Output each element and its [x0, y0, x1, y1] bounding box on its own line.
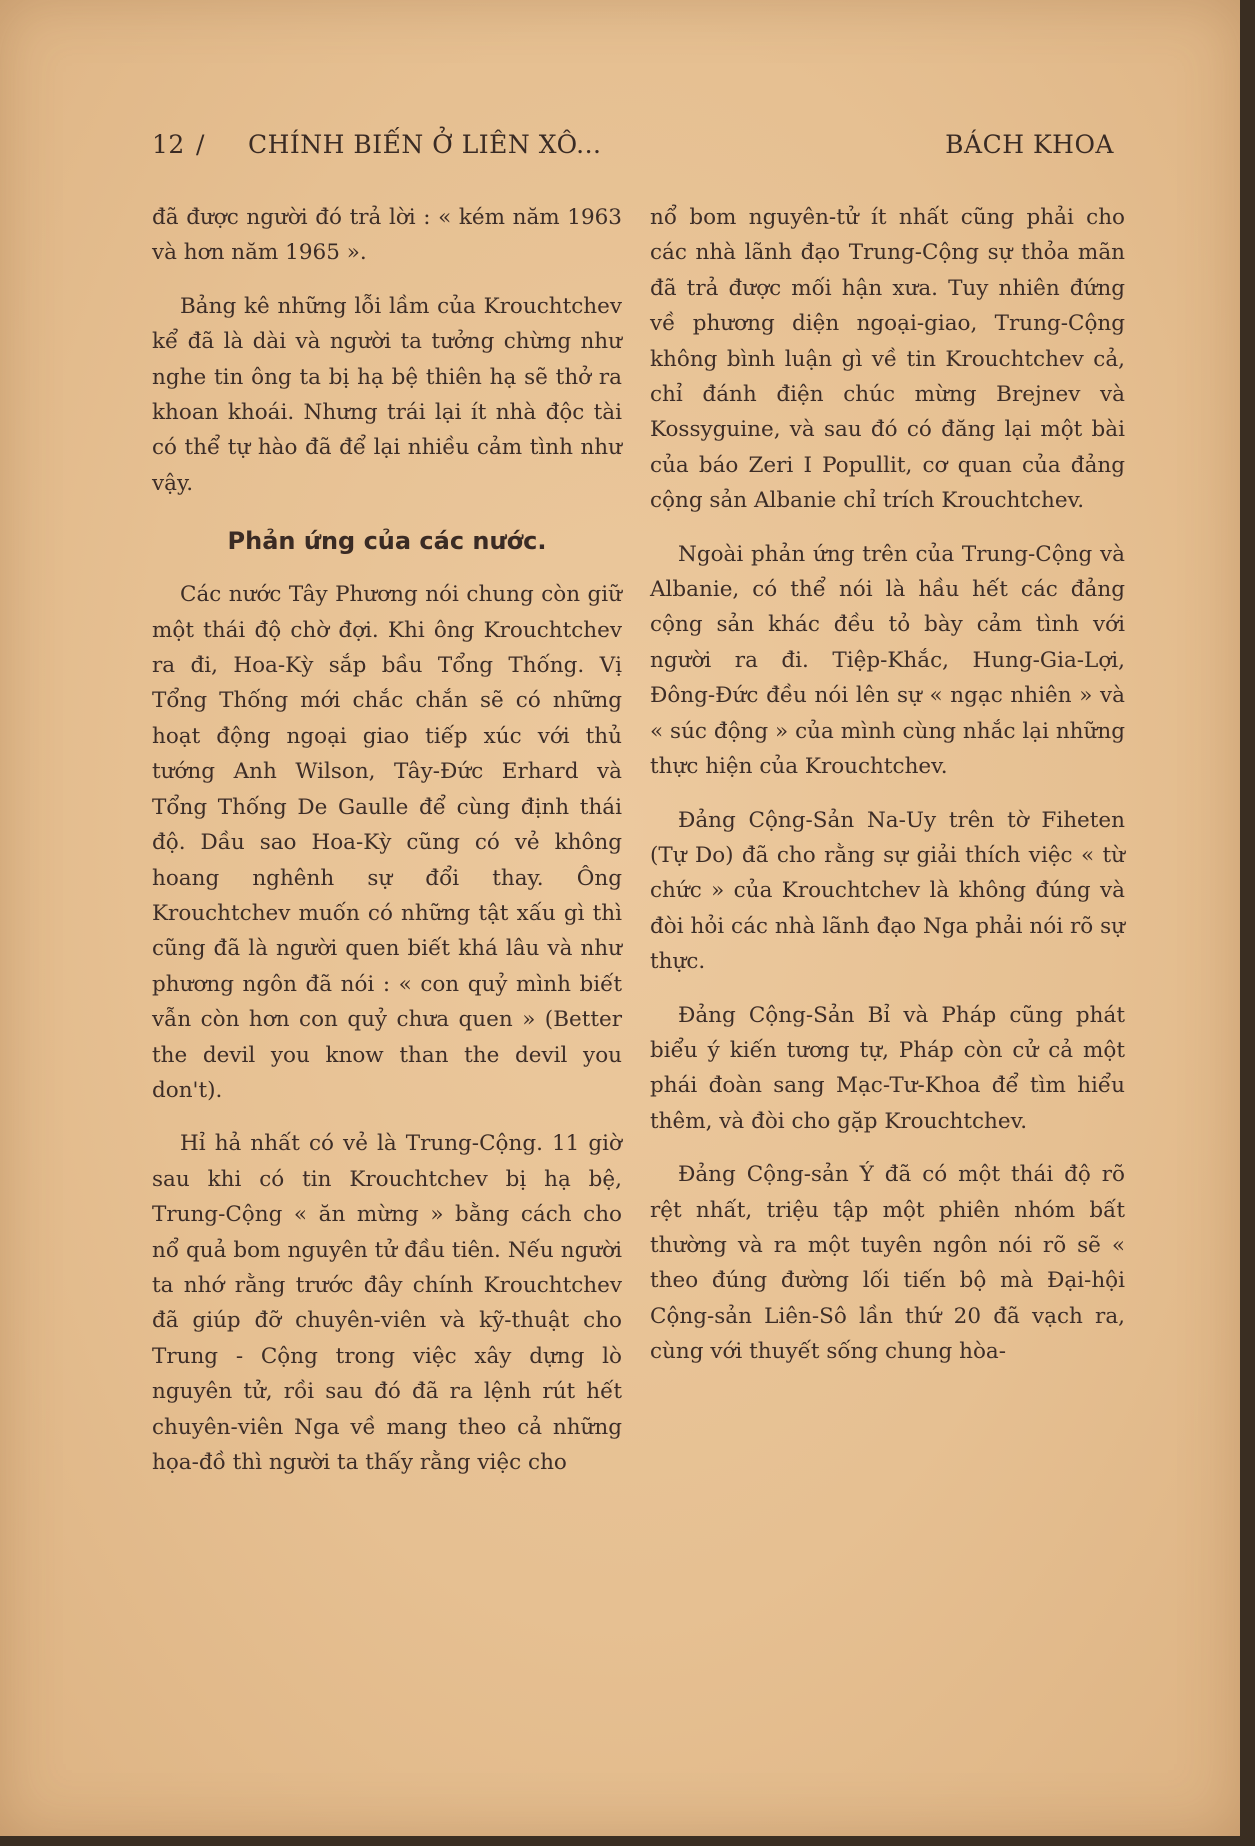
- header-separator: /: [196, 130, 205, 159]
- paragraph: Đảng Cộng-Sản Bỉ và Pháp cũng phát biểu ý kiến tương tự, Pháp còn cử cả một phái đoàn sang Mạc-Tư-Khoa để tìm hiểu thêm, và đòi cho gặp Krouchtchev.: [650, 1002, 1125, 1134]
- paragraph: Đảng Cộng-Sản Na-Uy trên tờ Fiheten (Tự Do) đã cho rằng sự giải thích việc « từ chức » của Krouchtchev là không đúng và đòi hỏi các nhà lãnh đạo Nga phải nói rõ sự thực.: [650, 807, 1125, 975]
- left-column: [152, 200, 622, 1480]
- magazine-name: BÁCH KHOA: [945, 130, 1114, 159]
- running-header: [152, 130, 1114, 170]
- paragraph: Bảng kê những lỗi lầm của Krouchtchev kể đã là dài và người ta tưởng chừng như nghe tin ông ta bị hạ bệ thiên hạ sẽ thở ra khoan khoái. Nhưng trái lại ít nhà độc tài có thể tự hào đã để lại nhiều cảm tình như vậy.: [152, 293, 622, 496]
- scan-edge-bottom: [0, 1836, 1255, 1846]
- article-title: CHÍNH BIẾN Ở LIÊN XÔ...: [248, 130, 602, 159]
- paragraph: Hỉ hả nhất có vẻ là Trung-Cộng. 11 giờ sau khi có tin Krouchtchev bị hạ bệ, Trung-Cộng « ăn mừng » bằng cách cho nổ quả bom nguyên tử đầu tiên. Nếu người ta nhớ rằng trước đây chính Krouchtchev đã giúp đỡ chuyên-viên và kỹ-thuật cho Trung - Cộng trong việc xây dựng lò nguyên tử, rồi sau đó đã ra lệnh rút hết chuyên-viên Nga về mang theo cả những họa-đồ thì người ta thấy rằng việc cho: [152, 1131, 622, 1475]
- section-heading: Phản ứng của các nước.: [227, 527, 547, 556]
- paragraph: Đảng Cộng-sản Ý đã có một thái độ rõ rệt nhất, triệu tập một phiên nhóm bất thường và ra một tuyên ngôn nói rõ sẽ « theo đúng đường lối tiến bộ mà Đại-hội Cộng-sản Liên-Sô lần thứ 20 đã vạch ra, cùng với thuyết sống chung hòa-: [650, 1162, 1125, 1365]
- right-column: [650, 200, 1125, 1370]
- page-number: 12: [152, 130, 185, 159]
- paragraph: Các nước Tây Phương nói chung còn giữ một thái độ chờ đợi. Khi ông Krouchtchev ra đi, Hoa-Kỳ sắp bầu Tổng Thống. Vị Tổng Thống mới chắc chắn sẽ có những hoạt động ngoại giao tiếp xúc với thủ tướng Anh Wilson, Tây-Đức Erhard và Tổng Thống De Gaulle để cùng định thái độ. Dầu sao Hoa-Kỳ cũng có vẻ không hoang nghênh sự đổi thay. Ông Krouchtchev muốn có những tật xấu gì thì cũng đã là người quen biết khá lâu và như phương ngôn đã nói : « con quỷ mình biết vẫn còn hơn con quỷ chưa quen » (Better the devil you know than the devil you don't).: [152, 582, 622, 1103]
- paragraph: nổ bom nguyên-tử ít nhất cũng phải cho các nhà lãnh đạo Trung-Cộng sự thỏa mãn đã trả được mối hận xưa. Tuy nhiên đứng về phương diện ngoại-giao, Trung-Cộng không bình luận gì về tin Krouchtchev cả, chỉ đánh điện chúc mừng Brejnev và Kossyguine, và sau đó có đăng lại một bài của báo Zeri I Popullit, cơ quan của đảng cộng sản Albanie chỉ trích Krouchtchev.: [650, 205, 1125, 514]
- paragraph: Ngoài phản ứng trên của Trung-Cộng và Albanie, có thể nói là hầu hết các đảng cộng sản khác đều tỏ bày cảm tình với người ra đi. Tiệp-Khắc, Hung-Gia-Lợi, Đông-Đức đều nói lên sự « ngạc nhiên » và « súc động » của mình cùng nhắc lại những thực hiện của Krouchtchev.: [650, 541, 1125, 780]
- scan-edge-right: [1240, 0, 1255, 1846]
- paragraph: đã được người đó trả lời : « kém năm 1963 và hơn năm 1965 ».: [152, 205, 622, 266]
